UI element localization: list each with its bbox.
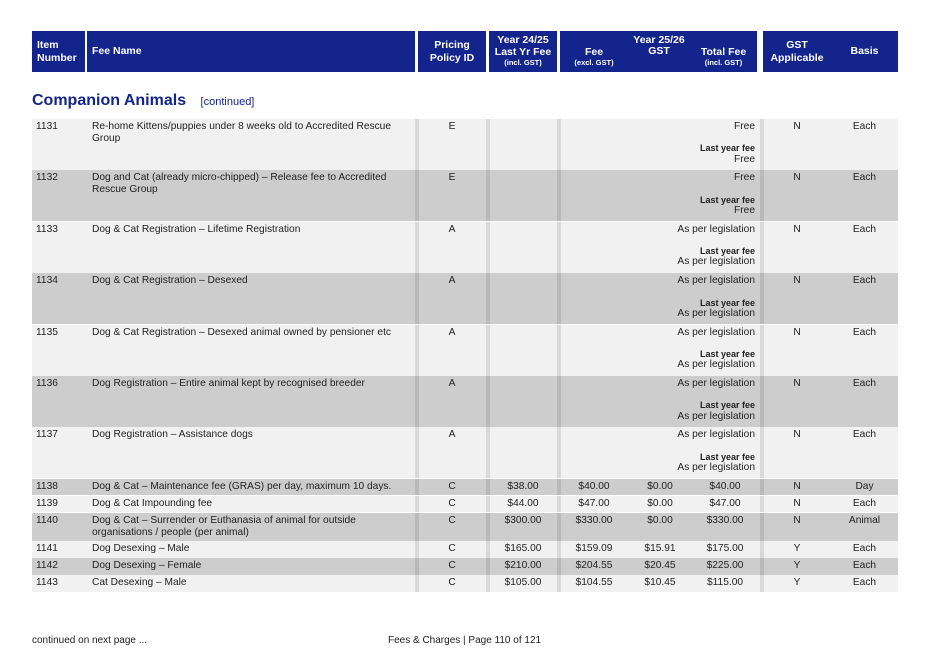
gst-applicable-cell: N xyxy=(793,172,801,184)
table-row xyxy=(32,558,898,575)
last-yr-fee-cell: $210.00 xyxy=(504,560,542,572)
table-row xyxy=(32,119,898,170)
item-number-cell: 1132 xyxy=(36,172,58,184)
header-last-yr-fee-label: Last Yr Fee xyxy=(494,45,552,58)
column-divider xyxy=(557,325,561,376)
gst-applicable-cell: N xyxy=(793,480,801,492)
last-year-fee-value: As per legislation xyxy=(677,256,755,268)
gst-applicable-cell: N xyxy=(793,275,801,287)
basis-cell: Each xyxy=(852,172,877,184)
fee-name-cell: Dog Desexing – Male xyxy=(92,543,190,555)
header-fee-label: Fee xyxy=(584,45,604,58)
header-item-number xyxy=(32,31,85,72)
gst-cell: $0.00 xyxy=(647,514,673,526)
last-yr-fee-cell: $165.00 xyxy=(504,543,542,555)
fee-name-cell: Re-home Kittens/puppies under 8 weeks old to Accredited Rescue Group xyxy=(92,121,392,144)
total-fee-cell: $175.00 xyxy=(706,543,744,555)
fee-name-cell: Dog & Cat Registration – Desexed xyxy=(92,275,248,287)
gst-applicable-cell: N xyxy=(793,514,801,526)
basis-cell: Each xyxy=(852,429,877,441)
fee-name-cell: Dog & Cat Registration – Desexed animal owned by pensioner etc xyxy=(92,326,391,338)
gst-applicable-cell: N xyxy=(793,223,801,235)
header-fee-sub: (excl. GST) xyxy=(574,57,614,67)
basis-cell: Each xyxy=(852,275,877,287)
fee-excl-gst-cell: $47.00 xyxy=(578,497,610,509)
header-item-number-line2: Number xyxy=(37,51,77,64)
pricing-policy-cell: A xyxy=(448,378,456,389)
footer-page-info: Fees & Charges | Page 110 of 121 xyxy=(388,635,542,646)
section-title-text: Companion Animals xyxy=(32,92,187,109)
pricing-policy-cell: C xyxy=(448,560,456,572)
fee-name-cell: Dog and Cat (already micro-chipped) – Release fee to Accredited Rescue Group xyxy=(92,172,387,196)
header-pricing-policy-line1: Pricing xyxy=(434,39,470,52)
section-title xyxy=(32,92,254,110)
table-row xyxy=(32,513,898,541)
last-yr-fee-cell: $300.00 xyxy=(504,514,542,526)
column-divider xyxy=(486,325,490,376)
table-row xyxy=(32,479,898,496)
pricing-policy-cell: A xyxy=(448,275,456,287)
gst-applicable-cell: Y xyxy=(793,577,801,589)
last-yr-fee-cell: $105.00 xyxy=(504,577,542,589)
last-year-fee-label: Last year fee xyxy=(699,246,755,257)
column-divider xyxy=(486,273,490,324)
table-row xyxy=(32,325,898,376)
item-number-cell: 1136 xyxy=(36,378,58,389)
header-gst-applicable-line2: Applicable xyxy=(770,51,824,64)
fee-value: As per legislation xyxy=(677,275,755,287)
header-year-group xyxy=(489,31,757,72)
basis-cell: Each xyxy=(852,326,877,338)
gst-applicable-cell: N xyxy=(793,429,801,441)
table-row xyxy=(32,170,898,221)
header-total-fee-sub: (incl. GST) xyxy=(704,57,743,67)
fee-name-cell: Dog Desexing – Female xyxy=(92,560,202,572)
last-year-fee-label: Last year fee xyxy=(699,400,755,411)
item-number-cell: 1134 xyxy=(36,275,58,287)
table-row xyxy=(32,496,898,513)
gst-cell: $20.45 xyxy=(644,560,676,572)
column-divider xyxy=(557,170,561,221)
last-year-fee-label: Last year fee xyxy=(699,143,755,154)
column-divider xyxy=(557,427,561,478)
pricing-policy-cell: C xyxy=(448,577,456,589)
gst-applicable-cell: N xyxy=(793,378,801,389)
basis-cell: Each xyxy=(852,378,877,389)
gst-cell: $10.45 xyxy=(644,577,676,589)
header-pricing-policy-line2: Policy ID xyxy=(429,51,475,64)
header-basis xyxy=(831,31,898,72)
basis-cell: Each xyxy=(852,223,877,235)
gst-applicable-cell: Y xyxy=(793,560,801,572)
total-fee-cell: $225.00 xyxy=(706,560,744,572)
last-year-fee-value: As per legislation xyxy=(677,410,755,422)
fee-span-cell xyxy=(677,429,755,473)
header-pricing-policy xyxy=(418,31,486,72)
table-row xyxy=(32,575,898,592)
fee-name-cell: Cat Desexing – Male xyxy=(92,577,187,589)
fee-span-cell xyxy=(700,121,755,165)
item-number-cell: 1137 xyxy=(36,429,58,441)
table-row xyxy=(32,273,898,324)
item-number-cell: 1143 xyxy=(36,577,58,589)
item-number-cell: 1141 xyxy=(36,543,58,555)
last-year-fee-label: Last year fee xyxy=(699,451,755,462)
last-year-fee-value: Free xyxy=(734,153,755,165)
header-basis-label: Basis xyxy=(850,45,879,58)
item-number-cell: 1142 xyxy=(36,560,58,572)
pricing-policy-cell: E xyxy=(448,172,456,184)
item-number-cell: 1138 xyxy=(36,480,58,492)
fee-span-cell xyxy=(677,275,755,319)
pricing-policy-cell: C xyxy=(448,497,456,509)
footer-continued: continued on next page ... xyxy=(32,635,148,646)
column-divider xyxy=(486,427,490,478)
fee-name-cell: Dog Registration – Assistance dogs xyxy=(92,429,253,441)
fee-excl-gst-cell: $40.00 xyxy=(578,480,610,492)
header-gst-applicable xyxy=(763,31,831,72)
table-row xyxy=(32,376,898,427)
basis-cell: Each xyxy=(852,497,877,509)
table-row xyxy=(32,222,898,273)
fee-value: As per legislation xyxy=(677,326,755,338)
header-total-fee-label: Total Fee xyxy=(700,45,747,58)
item-number-cell: 1133 xyxy=(36,223,58,235)
fee-value: As per legislation xyxy=(677,429,755,441)
header-fee-name xyxy=(87,31,415,72)
pricing-policy-cell: C xyxy=(448,480,456,492)
total-fee-cell: $47.00 xyxy=(709,497,741,509)
column-divider xyxy=(557,119,561,170)
header-gst-applicable-line1: GST xyxy=(786,39,808,52)
fee-name-cell: Dog Registration – Entire animal kept by recognised breeder xyxy=(92,378,365,389)
basis-cell: Animal xyxy=(848,514,881,526)
item-number-cell: 1135 xyxy=(36,326,58,338)
column-divider xyxy=(486,376,490,427)
basis-cell: Each xyxy=(852,560,877,572)
section-continued: [continued] xyxy=(200,96,255,108)
header-item-number-line1: Item xyxy=(37,39,59,52)
column-divider xyxy=(486,119,490,170)
item-number-cell: 1131 xyxy=(36,121,58,132)
header-last-yr-fee-sub: (incl. GST) xyxy=(504,57,542,67)
last-year-fee-label: Last year fee xyxy=(699,194,755,205)
fee-value: As per legislation xyxy=(677,378,755,389)
fee-span-cell xyxy=(677,327,755,371)
gst-applicable-cell: N xyxy=(793,121,801,132)
pricing-policy-cell: A xyxy=(448,326,456,338)
last-year-fee-value: Free xyxy=(734,204,755,216)
gst-applicable-cell: N xyxy=(793,326,801,338)
pricing-policy-cell: A xyxy=(448,429,456,441)
pricing-policy-cell: C xyxy=(448,514,456,526)
basis-cell: Each xyxy=(852,121,877,132)
item-number-cell: 1139 xyxy=(36,497,58,509)
last-yr-fee-cell: $44.00 xyxy=(507,497,539,509)
header-year-2425: Year 24/25 xyxy=(497,34,549,46)
fee-value: As per legislation xyxy=(677,223,755,235)
column-divider xyxy=(486,222,490,273)
column-divider xyxy=(557,376,561,427)
last-yr-fee-cell: $38.00 xyxy=(507,480,539,492)
last-year-fee-label: Last year fee xyxy=(699,349,755,360)
total-fee-cell: $330.00 xyxy=(706,514,744,526)
header-gst-label: GST xyxy=(648,45,670,58)
gst-cell: $0.00 xyxy=(647,480,673,492)
header-year-2526: Year 25/26 xyxy=(633,34,685,46)
gst-cell: $15.91 xyxy=(644,543,676,555)
fee-value: Free xyxy=(734,172,755,184)
gst-applicable-cell: N xyxy=(793,497,801,509)
pricing-policy-cell: C xyxy=(448,543,456,555)
table-row xyxy=(32,427,898,478)
last-year-fee-label: Last year fee xyxy=(699,297,755,308)
column-divider xyxy=(486,170,490,221)
fee-excl-gst-cell: $330.00 xyxy=(575,514,613,526)
gst-cell: $0.00 xyxy=(647,497,673,509)
total-fee-cell: $40.00 xyxy=(709,480,741,492)
fee-value: Free xyxy=(734,121,755,132)
gst-applicable-cell: Y xyxy=(793,543,801,555)
header-fee-name-label: Fee Name xyxy=(92,45,142,58)
fee-span-cell xyxy=(677,224,755,268)
fee-excl-gst-cell: $104.55 xyxy=(575,577,613,589)
fee-name-cell: Dog & Cat Impounding fee xyxy=(92,497,213,509)
item-number-cell: 1140 xyxy=(36,514,58,526)
fee-name-cell: Dog & Cat – Maintenance fee (GRAS) per day, maximum 10 days. xyxy=(92,480,392,492)
fee-excl-gst-cell: $159.09 xyxy=(575,543,613,555)
fee-span-cell xyxy=(677,378,755,422)
basis-cell: Day xyxy=(855,480,874,492)
pricing-policy-cell: A xyxy=(448,223,456,235)
table-row xyxy=(32,541,898,558)
last-year-fee-value: As per legislation xyxy=(677,307,755,319)
fee-span-cell xyxy=(700,172,755,216)
column-divider xyxy=(557,273,561,324)
column-divider xyxy=(557,222,561,273)
last-year-fee-value: As per legislation xyxy=(677,461,755,473)
last-year-fee-value: As per legislation xyxy=(677,359,755,371)
basis-cell: Each xyxy=(852,577,877,589)
fee-excl-gst-cell: $204.55 xyxy=(575,560,613,572)
fee-name-cell: Dog & Cat – Surrender or Euthanasia of animal for outside organisations / people (per animal) xyxy=(92,514,356,538)
fee-name-cell: Dog & Cat Registration – Lifetime Registration xyxy=(92,223,301,235)
pricing-policy-cell: E xyxy=(448,121,456,132)
total-fee-cell: $115.00 xyxy=(706,577,744,589)
basis-cell: Each xyxy=(852,543,877,555)
